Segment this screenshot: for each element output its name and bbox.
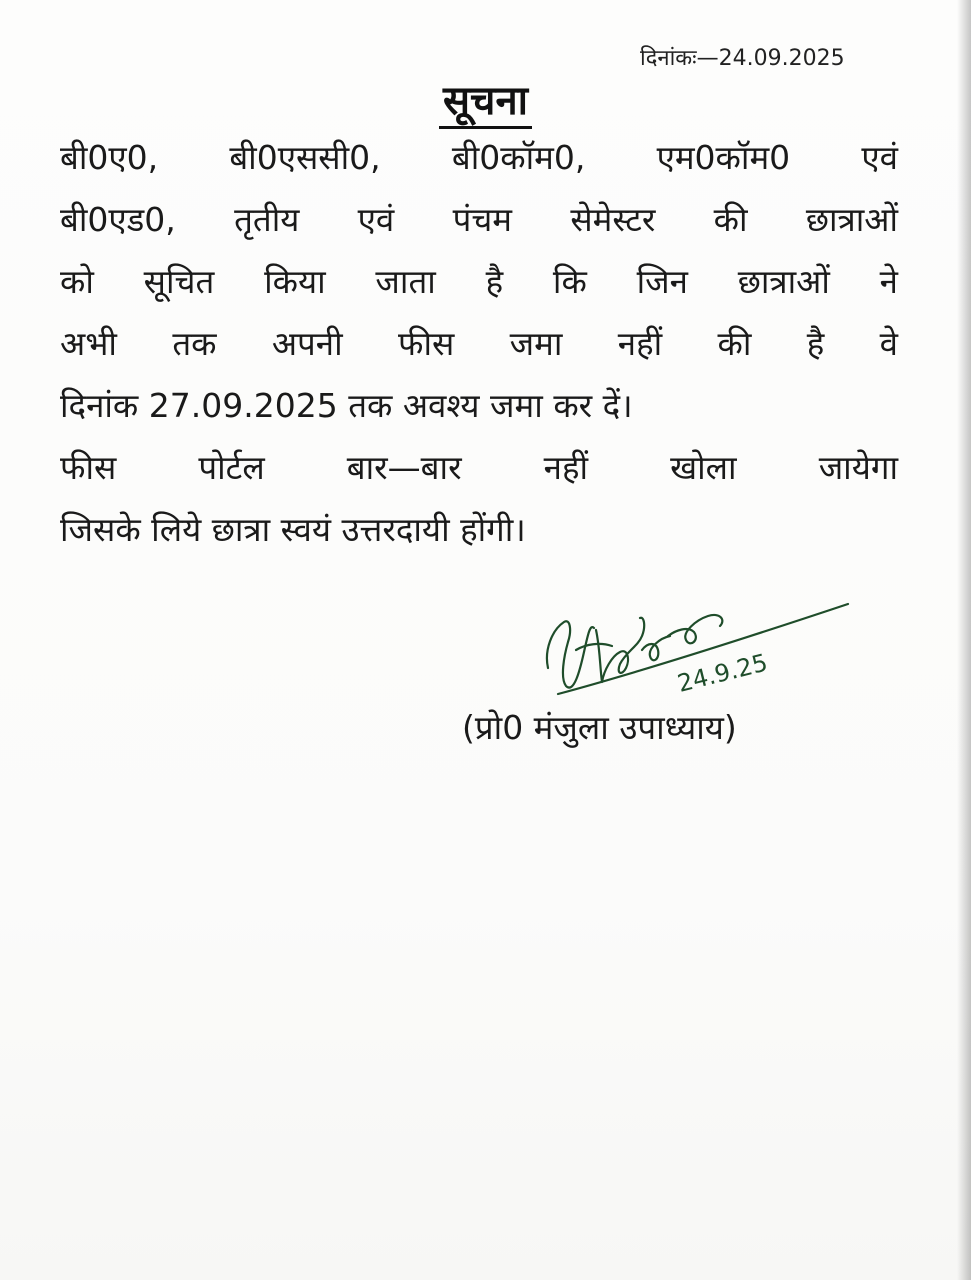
page-edge-shadow <box>957 0 971 1280</box>
notice-line-7: जिसके लिये छात्रा स्वयं उत्तरदायी होंगी। <box>60 510 526 549</box>
notice-line-5: दिनांक 27.09.2025 तक अवश्य जमा कर दें। <box>60 386 633 425</box>
notice-line-6: फीस पोर्टल बार—बार नहीं खोला जायेगा <box>60 448 898 487</box>
notice-title <box>0 74 971 128</box>
handwritten-signature <box>530 590 860 710</box>
signature-date-text: 24.9.25 <box>674 648 771 698</box>
notice-line-3: को सूचित किया जाता है कि जिन छात्राओं ने <box>60 262 898 301</box>
notice-line-4: अभी तक अपनी फीस जमा नहीं की है वे <box>60 324 898 363</box>
notice-title-text: सूचना <box>439 78 532 129</box>
notice-line-2: बी0एड0, तृतीय एवं पंचम सेमेस्टर की छात्राओं <box>60 200 898 239</box>
notice-line-1: बी0ए0, बी0एससी0, बी0कॉम0, एम0कॉम0 एवं <box>60 138 898 177</box>
signatory-name: (प्रो0 मंजुला उपाध्याय) <box>462 708 737 747</box>
notice-date: दिनांकः—24.09.2025 <box>640 46 845 71</box>
